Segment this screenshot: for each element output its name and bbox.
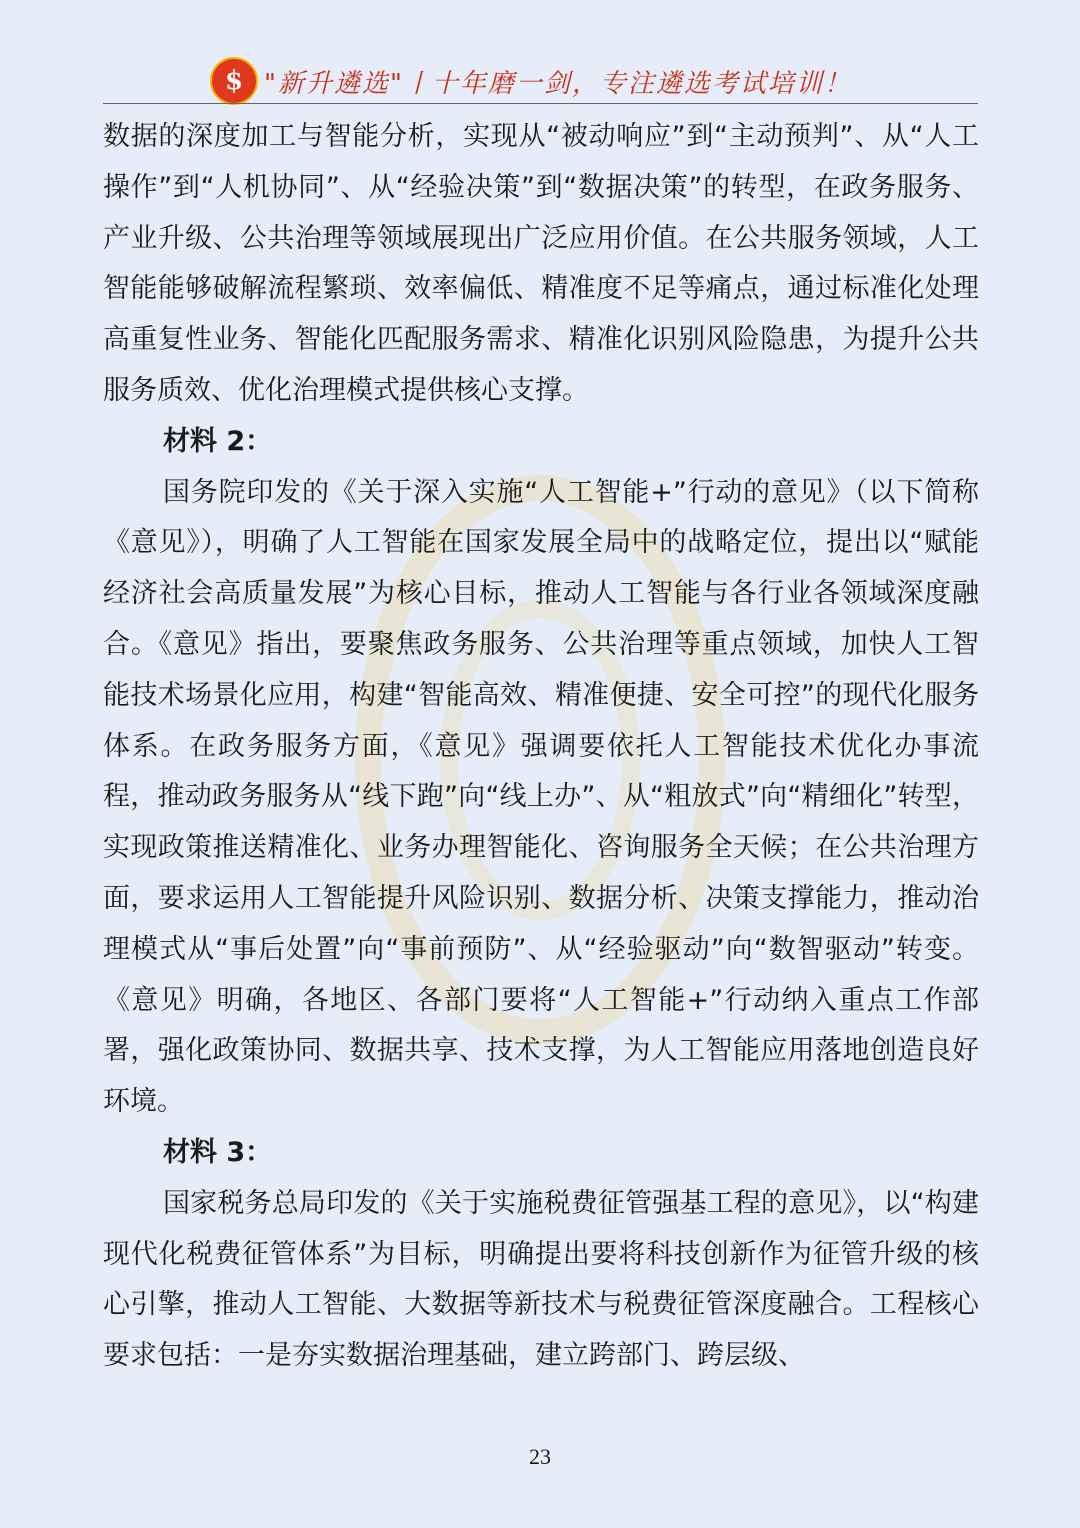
- page-number: 23: [529, 1444, 551, 1469]
- header-divider: [103, 103, 978, 104]
- header-slogan: "新升遴选"丨十年磨一剑，专注遴选考试培训！: [264, 68, 852, 99]
- brand-logo-mark: $: [224, 66, 244, 96]
- paragraph-continuation: 数据的深度加工与智能分析，实现从“被动响应”到“主动预判”、从“人工操作”到“人机协同”、从“经验决策”到“数据决策”的转型，在政务服务、产业升级、公共治理等领域展现出广泛应用价值。在公共服务领域，人工智能能够破解流程繁琐、效率偏低、精准度不足等痛点，通过标准化处理高重复性业务、智能化匹配服务需求、精准化识别风险隐患，为提升公共服务质效、优化治理模式提供核心支撑。: [103, 121, 979, 406]
- material-2-paragraph: 国务院印发的《关于深入实施“人工智能+”行动的意见》（以下简称《意见》），明确了人工智能在国家发展全局中的战略定位，提出以“赋能经济社会高质量发展”为核心目标，推动人工智能与各行业各领域深度融合。《意见》指出，要聚焦政务服务、公共治理等重点领域，加快人工智能技术场景化应用，构建“智能高效、精准便捷、安全可控”的现代化服务体系。在政务服务方面，《意见》强调要依托人工智能技术优化办事流程，推动政务服务从“线下跑”向“线上办”、从“粗放式”向“精细化”转型，实现政策推送精准化、业务办理智能化、咨询服务全天候；在公共治理方面，要求运用人工智能提升风险识别、数据分析、决策支撑能力，推动治理模式从“事后处置”向“事前预防”、从“经验驱动”向“数智驱动”转变。《意见》明确，各地区、各部门要将“人工智能+”行动纳入重点工作部署，强化政策协同、数据共享、技术支撑，为人工智能应用落地创造良好环境。: [103, 476, 979, 1118]
- document-body: [103, 112, 979, 1382]
- page-header: [210, 56, 852, 106]
- material-2-heading: 材料 2：: [163, 425, 273, 457]
- material-3-heading: 材料 3：: [163, 1136, 273, 1168]
- brand-logo: [210, 57, 258, 105]
- material-3-paragraph: 国家税务总局印发的《关于实施税费征管强基工程的意见》，以“构建现代化税费征管体系”为目标，明确提出要将科技创新作为征管升级的核心引擎，推动人工智能、大数据等新技术与税费征管深度融合。工程核心要求包括：一是夯实数据治理基础，建立跨部门、跨层级、: [103, 1187, 979, 1372]
